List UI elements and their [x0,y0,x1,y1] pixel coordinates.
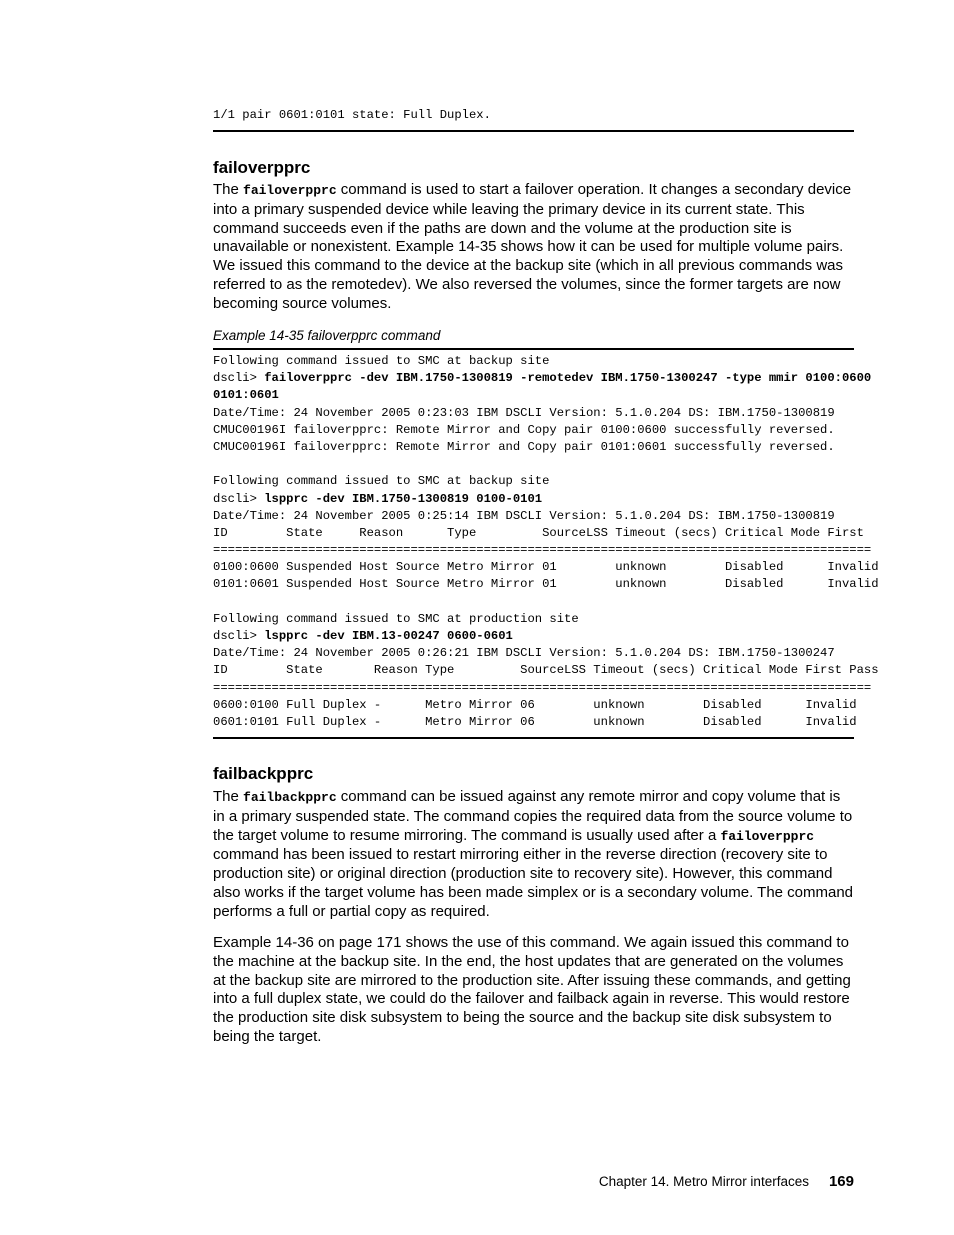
code-prompt: dscli> [213,491,265,506]
example-bottom-rule [213,737,854,739]
code-prompt: dscli> [213,371,265,386]
top-rule [213,130,854,132]
code-output: Following command issued to SMC at production site [213,611,579,626]
code-output: 0601:0101 Full Duplex - Metro Mirror 06 unknown Disabled Invalid [213,714,857,729]
inline-command: failoverpprc [720,828,815,844]
code-command: lspprc -dev IBM.13-00247 0600-0601 [264,629,513,643]
code-line [213,559,879,576]
code-line [213,714,879,731]
code-command: lspprc -dev IBM.1750-1300819 0100-0101 [264,491,543,506]
code-line [213,405,879,422]
code-line [213,508,879,525]
para-text: command has been issued to restart mirroring either in the reverse direction (recovery site to production site) or original direction (production site to recovery site). However, this command also works if the target volume has been made simplex or is a secondary volume. The command performs a full or partial copy as required. [213,846,854,920]
code-command: 0101:0601 [213,388,279,403]
example-code-block [213,353,879,731]
code-output: CMUC00196I failoverpprc: Remote Mirror and Copy pair 0101:0601 successfully reversed. [213,439,835,454]
code-line [213,645,879,662]
page-footer [599,1173,854,1191]
section-heading-failoverpprc: failoverpprc [213,158,311,177]
para-text: The [213,181,244,198]
code-output: Date/Time: 24 November 2005 0:25:14 IBM DSCLI Version: 5.1.0.204 DS: IBM.1750-1300819 [213,508,835,523]
code-line [213,456,879,473]
code-line [213,353,879,370]
previous-output-line: 1/1 pair 0601:0101 state: Full Duplex. [213,108,491,122]
page-number: 169 [828,1173,854,1190]
code-output: Following command issued to SMC at backup site [213,474,550,489]
para-text: command is used to start a failover operation. It changes a secondary device into a primary suspended device while leaving the primary device in its current state. This command succeeds even if the paths are down and the volume at the production site is unavailable or nonexistent. Example 14-35 shows how it can be used for multiple volume pairs. We issued this command to the device at the backup site (which in all previous commands was referred to as the remotedev). We also reversed the volumes, since the former targets are now becoming source volumes. [213,181,852,312]
code-line [213,628,879,645]
code-command: failoverpprc -dev IBM.1750-1300819 -remotedev IBM.1750-1300247 -type mmir 0100:0600 [264,371,872,386]
example-top-rule [213,348,854,350]
code-output: 0101:0601 Suspended Host Source Metro Mirror 01 unknown Disabled Invalid [213,577,879,592]
code-line [213,473,879,490]
code-line [213,422,879,439]
code-output: ID State Reason Type SourceLSS Timeout (secs) Critical Mode First Pass [213,663,879,678]
code-line [213,576,879,593]
code-output: Date/Time: 24 November 2005 0:23:03 IBM DSCLI Version: 5.1.0.204 DS: IBM.1750-1300819 [213,405,835,420]
code-line [213,680,879,697]
para-text: The [213,788,244,805]
code-line [213,542,879,559]
code-output: ========================================================================================== [213,680,872,695]
example-caption: Example 14-35 failoverpprc command [213,328,441,343]
code-line [213,491,879,508]
inline-command: failoverpprc [243,183,337,198]
failbackpprc-paragraph-2: Example 14-36 on page 171 shows the use of this command. We again issued this command to the machine at the backup site. In the end, the host updates that are generated on the volumes at the backup site are mirrored to the production site. After issuing these commands, and getting into a full duplex state, we could do the failover and failback again in reverse. This would restore the production site disk subsystem to being the source and the backup site disk subsystem to being the target. [213,934,851,1045]
failoverpprc-paragraph [213,181,854,314]
code-line [213,439,879,456]
code-line [213,697,879,714]
code-output: ID State Reason Type SourceLSS Timeout (secs) Critical Mode First [213,525,864,540]
code-line [213,611,879,628]
code-output: Date/Time: 24 November 2005 0:26:21 IBM DSCLI Version: 5.1.0.204 DS: IBM.1750-1300247 [213,646,835,661]
code-output: Following command issued to SMC at backup site [213,354,550,368]
code-output: ========================================================================================== [213,543,872,558]
code-line [213,387,879,404]
section-heading-failbackpprc: failbackpprc [213,764,314,783]
code-prompt: dscli> [213,629,265,643]
code-output: CMUC00196I failoverpprc: Remote Mirror and Copy pair 0100:0600 successfully reversed. [213,422,835,437]
code-line [213,662,879,679]
code-output: 0100:0600 Suspended Host Source Metro Mirror 01 unknown Disabled Invalid [213,560,879,575]
para-text: command can be issued against any remote mirror and copy volume that is in a primary suspended state. The command copies the required data from the source volume to the target volume to resume mirroring. The command is usually used after a [213,788,853,844]
code-line [213,594,879,611]
code-line [213,525,879,542]
footer-chapter: Chapter 14. Metro Mirror interfaces [598,1174,809,1189]
inline-command: failbackpprc [243,790,337,805]
code-line [213,370,879,387]
code-output: 0600:0100 Full Duplex - Metro Mirror 06 unknown Disabled Invalid [213,697,857,712]
failbackpprc-paragraph-1 [213,788,854,922]
